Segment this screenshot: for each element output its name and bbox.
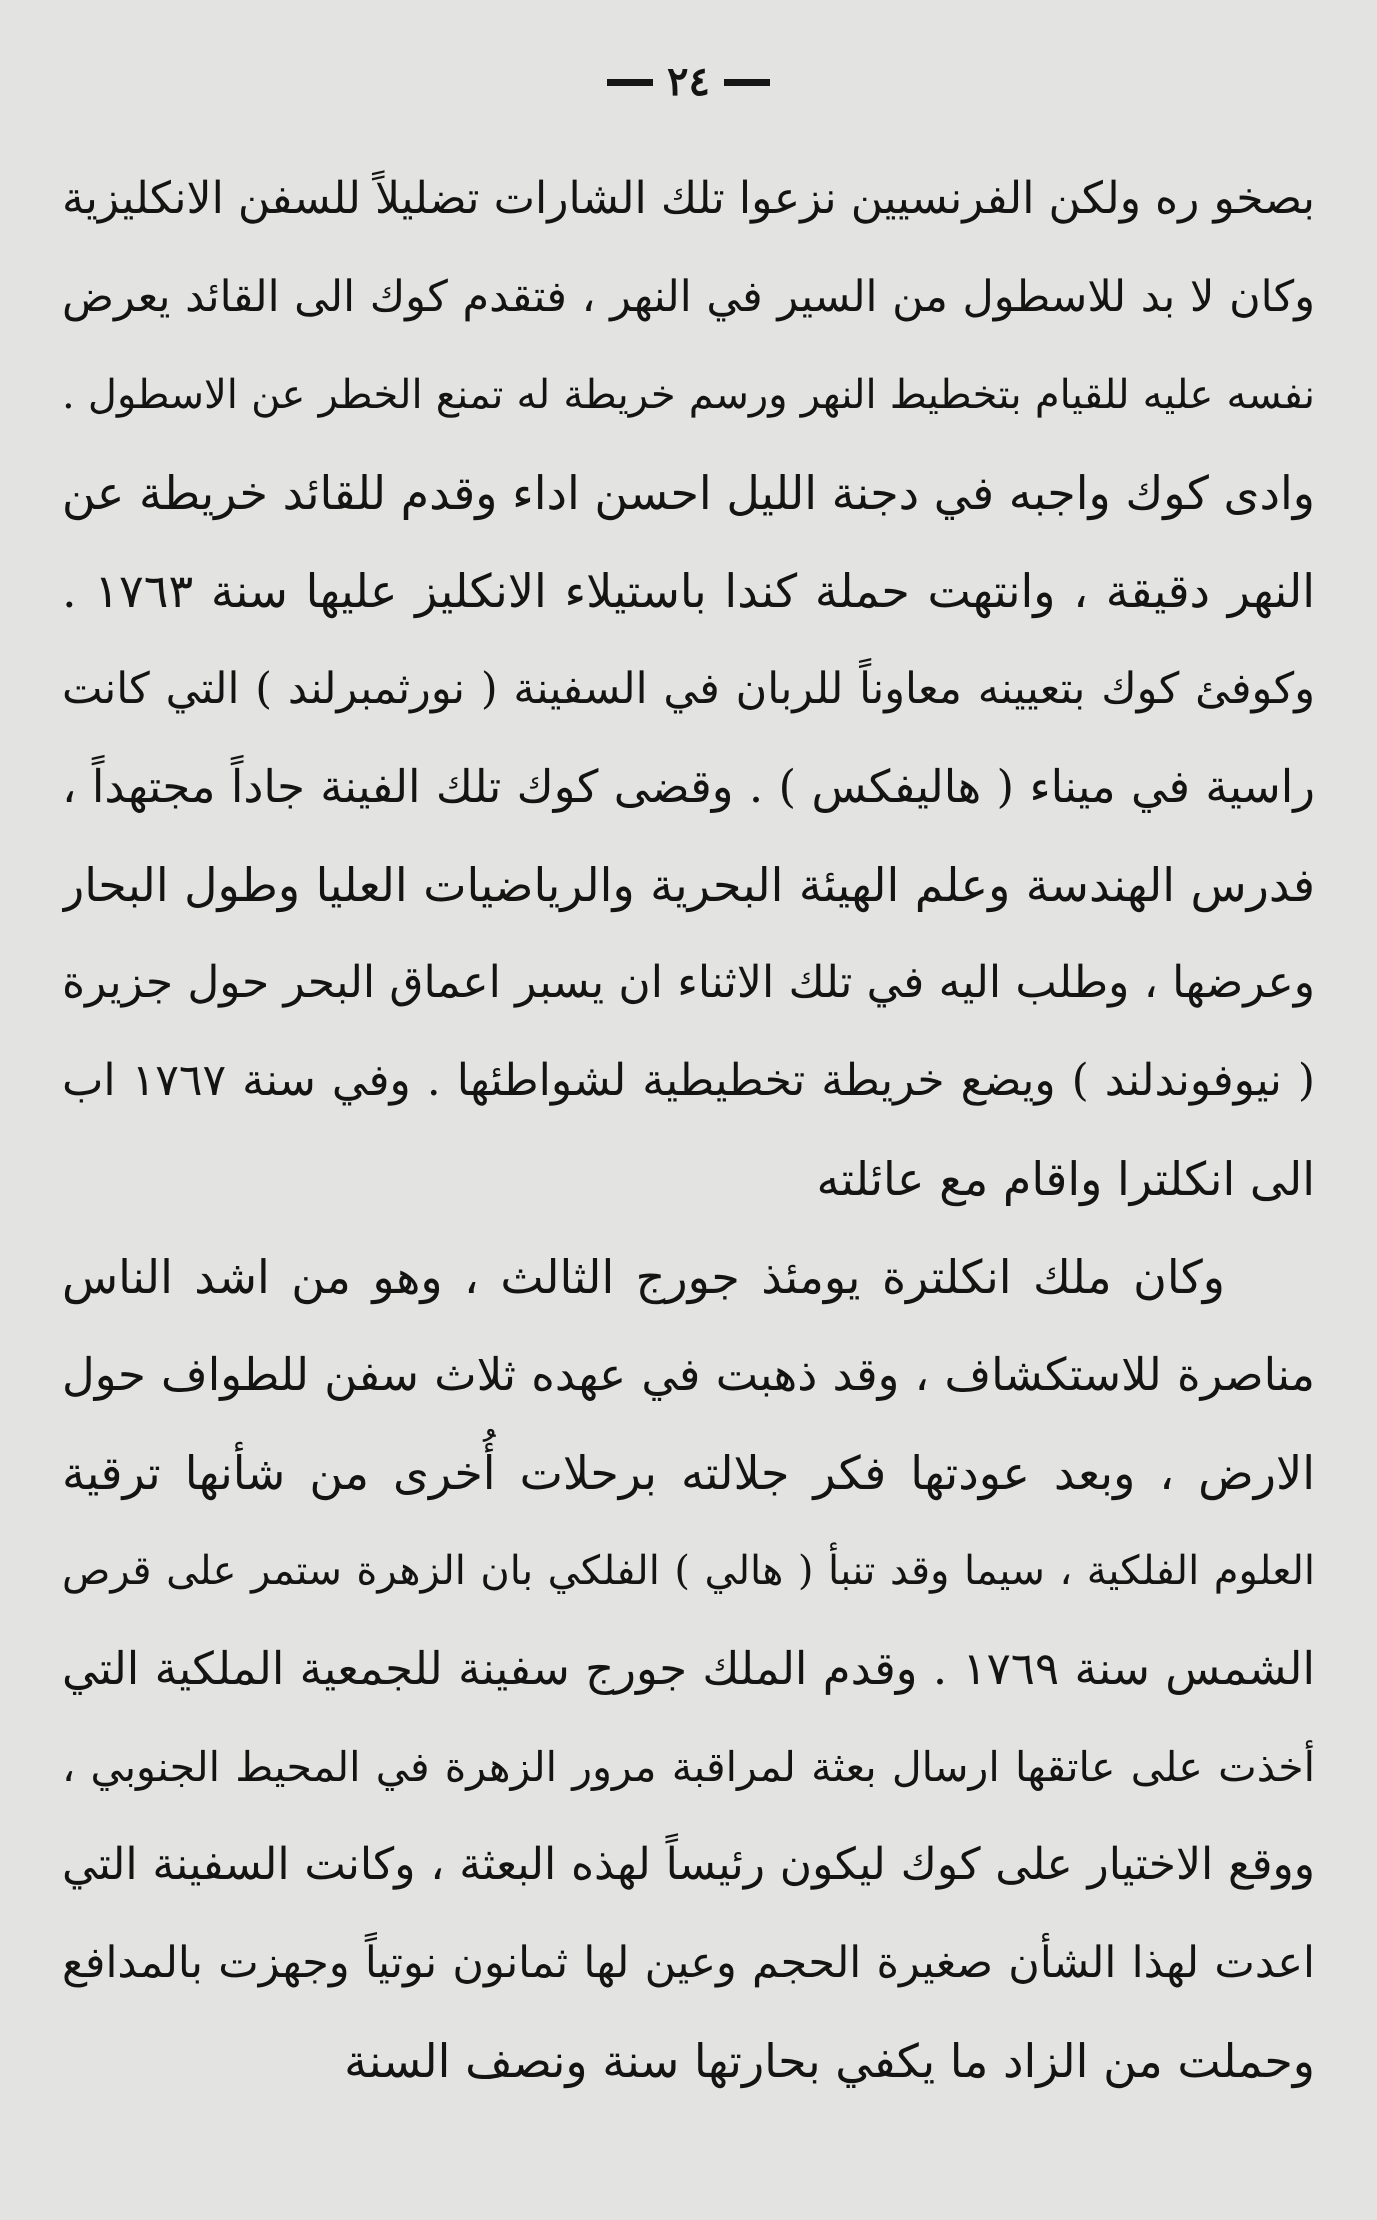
- header-dash-right: [724, 79, 770, 86]
- text-line-3: نفسه عليه للقيام بتخطيط النهر ورسم خريطة له تمنع الخطر عن الاسطول .: [62, 372, 1315, 418]
- text-line-18: ووقع الاختيار على كوك ليكون رئيساً لهذه البعثة ، وكانت السفينة التي: [62, 1839, 1315, 1890]
- text-line-13: مناصرة للاستكشاف ، وقد ذهبت في عهده ثلاث سفن للطواف حول: [62, 1348, 1315, 1401]
- header-dash-left: [607, 79, 653, 86]
- text-line-9: وعرضها ، وطلب اليه في تلك الاثناء ان يسبر اعماق البحر حول جزيرة: [62, 957, 1315, 1008]
- text-line-12: وكان ملك انكلترة يومئذ جورج الثالث ، وهو من اشد الناس: [62, 1250, 1225, 1304]
- text-line-11: الى انكلترا واقام مع عائلته: [816, 1152, 1315, 1206]
- text-line-19: اعدت لهذا الشأن صغيرة الحجم وعين لها ثمانون نوتياً وجهزت بالمدافع: [62, 1938, 1315, 1988]
- page-header: [0, 58, 1377, 105]
- page-number: ٢٤: [667, 58, 710, 105]
- text-line-7: راسية في ميناء ( هاليفكس ) . وقضى كوك تلك الفينة جاداً مجتهداً ،: [62, 760, 1315, 813]
- text-line-10: ( نيوفوندلند ) ويضع خريطة تخطيطية لشواطئها . وفي سنة ١٧٦٧ اب: [62, 1055, 1315, 1106]
- text-line-2: وكان لا بد للاسطول من السير في النهر ، فتقدم كوك الى القائد يعرض: [62, 272, 1315, 322]
- text-line-1: بصخو ره ولكن الفرنسيين نزعوا تلك الشارات تضليلاً للسفن الانكليزية: [62, 173, 1315, 224]
- text-line-14: الارض ، وبعد عودتها فكر جلالته برحلات أُخرى من شأنها ترقية: [62, 1446, 1315, 1500]
- text-line-20: وحملت من الزاد ما يكفي بحارتها سنة ونصف السنة: [344, 2034, 1315, 2088]
- text-line-16: الشمس سنة ١٧٦٩ . وقدم الملك جورج سفينة للجمعية الملكية التي: [62, 1642, 1315, 1695]
- text-line-6: وكوفئ كوك بتعيينه معاوناً للربان في السفينة ( نورثمبرلند ) التي كانت: [62, 664, 1315, 714]
- text-line-5: النهر دقيقة ، وانتهت حملة كندا باستيلاء الانكليز عليها سنة ١٧٦٣ .: [62, 564, 1315, 618]
- page-body-text: [62, 150, 1315, 2110]
- text-line-15: العلوم الفلكية ، سيما وقد تنبأ ( هالي ) الفلكي بان الزهرة ستمر على قرص: [62, 1548, 1315, 1594]
- text-line-8: فدرس الهندسة وعلم الهيئة البحرية والرياضيات العليا وطول البحار: [62, 858, 1315, 912]
- text-line-4: وادى كوك واجبه في دجنة الليل احسن اداء وقدم للقائد خريطة عن: [62, 466, 1315, 520]
- text-line-17: أخذت على عاتقها ارسال بعثة لمراقبة مرور الزهرة في المحيط الجنوبي ،: [62, 1743, 1315, 1791]
